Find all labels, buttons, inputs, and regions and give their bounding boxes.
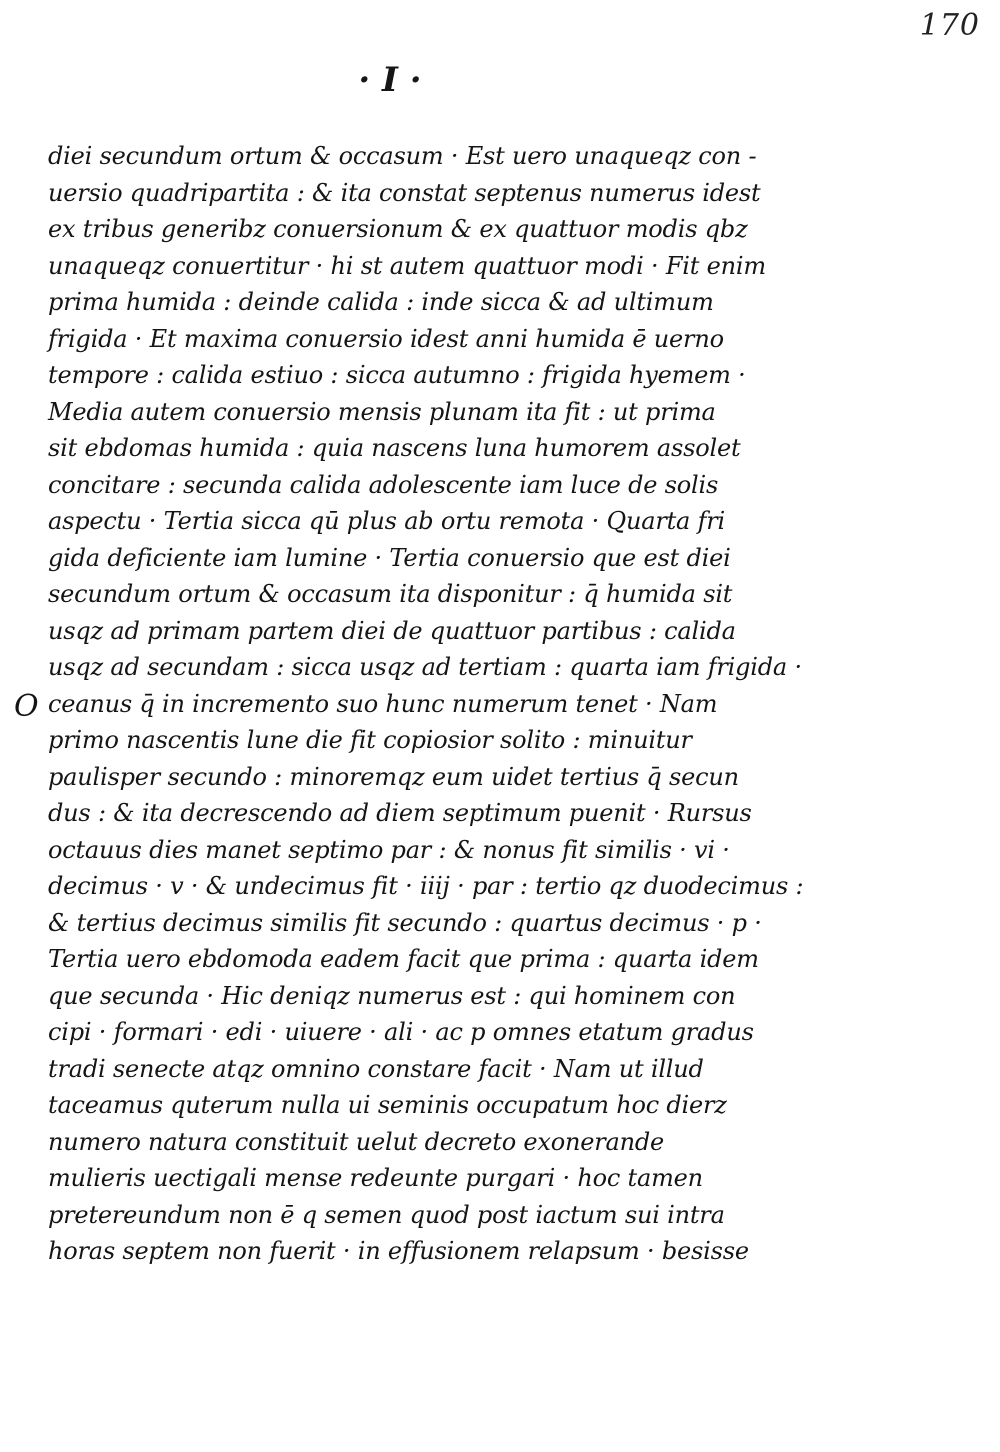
manuscript-line: decimus · v · & undecimus fit · iiij · par : tertio qz duodecimus : <box>48 872 804 900</box>
manuscript-line: usqz ad secundam : sicca usqz ad tertiam : quarta iam frigida · <box>48 653 802 681</box>
manuscript-line: aspectu · Tertia sicca qū plus ab ortu remota · Quarta fri <box>48 507 726 535</box>
manuscript-line: tradi senecte atqz omnino constare facit · Nam ut illud <box>48 1054 704 1083</box>
manuscript-line: prima humida : deinde calida : inde sicca & ad ultimum <box>48 288 714 316</box>
manuscript-line: dus : & ita decrescendo ad diem septimum puenit · Rursus <box>48 799 752 827</box>
manuscript-line: usqz ad primam partem diei de quattuor partibus : calida <box>48 616 736 645</box>
manuscript-line: mulieris uectigali mense redeunte purgari · hoc tamen <box>48 1164 703 1192</box>
manuscript-line: diei secundum ortum & occasum · Est uero unaqueqz con - <box>48 142 757 170</box>
manuscript-line: que secunda · Hic deniqz numerus est : qui hominem con <box>48 981 736 1010</box>
manuscript-line: sit ebdomas humida : quia nascens luna humorem assolet <box>48 434 741 462</box>
manuscript-line: ceanus q̄ in incremento suo hunc numerum tenet · Nam <box>48 689 718 718</box>
manuscript-text-block <box>48 138 804 1270</box>
manuscript-line: concitare : secunda calida adolescente iam luce de solis <box>48 470 719 499</box>
manuscript-line: numero natura constituit uelut decreto exonerande <box>48 1127 665 1156</box>
manuscript-line: pretereundum non ē q semen quod post iactum sui intra <box>48 1200 725 1229</box>
manuscript-line: secundum ortum & occasum ita disponitur : q̄ humida sit <box>48 580 733 608</box>
manuscript-line: horas septem non fuerit · in effusionem relapsum · besisse <box>48 1237 749 1265</box>
manuscript-line: paulisper secundo : minoremqz eum uidet tertius q̄ secun <box>48 762 739 791</box>
manuscript-line: Tertia uero ebdomoda eadem facit que prima : quarta idem <box>48 945 759 973</box>
folio-number: 170 <box>919 8 980 43</box>
manuscript-line: tempore : calida estiuo : sicca autumno : frigida hyemem · <box>48 361 746 389</box>
manuscript-line: cipi · formari · edi · uiuere · ali · ac p omnes etatum gradus <box>48 1018 754 1046</box>
manuscript-line: taceamus quterum nulla ui seminis occupatum hoc dierz <box>48 1091 727 1119</box>
manuscript-line: gida deficiente iam lumine · Tertia conuersio que est diei <box>48 543 731 572</box>
manuscript-line: octauus dies manet septimo par : & nonus fit similis · vi · <box>48 835 730 864</box>
manuscript-line: uersio quadripartita : & ita constat septenus numerus idest <box>48 178 761 207</box>
manuscript-line: frigida · Et maxima conuersio idest anni humida ē uerno <box>48 324 724 353</box>
manuscript-line: ex tribus generibz conuersionum & ex quattuor modis qbz <box>48 215 748 243</box>
marginal-initial-letter: O <box>14 689 39 724</box>
manuscript-line: Media autem conuersio mensis plunam ita fit : ut prima <box>48 397 716 426</box>
chapter-heading: · I · <box>358 60 422 100</box>
manuscript-line: primo nascentis lune die fit copiosior solito : minuitur <box>48 726 692 754</box>
manuscript-line: & tertius decimus similis fit secundo : quartus decimus · p · <box>48 908 762 937</box>
manuscript-line: unaqueqz conuertitur · hi st autem quattuor modi · Fit enim <box>48 251 766 280</box>
